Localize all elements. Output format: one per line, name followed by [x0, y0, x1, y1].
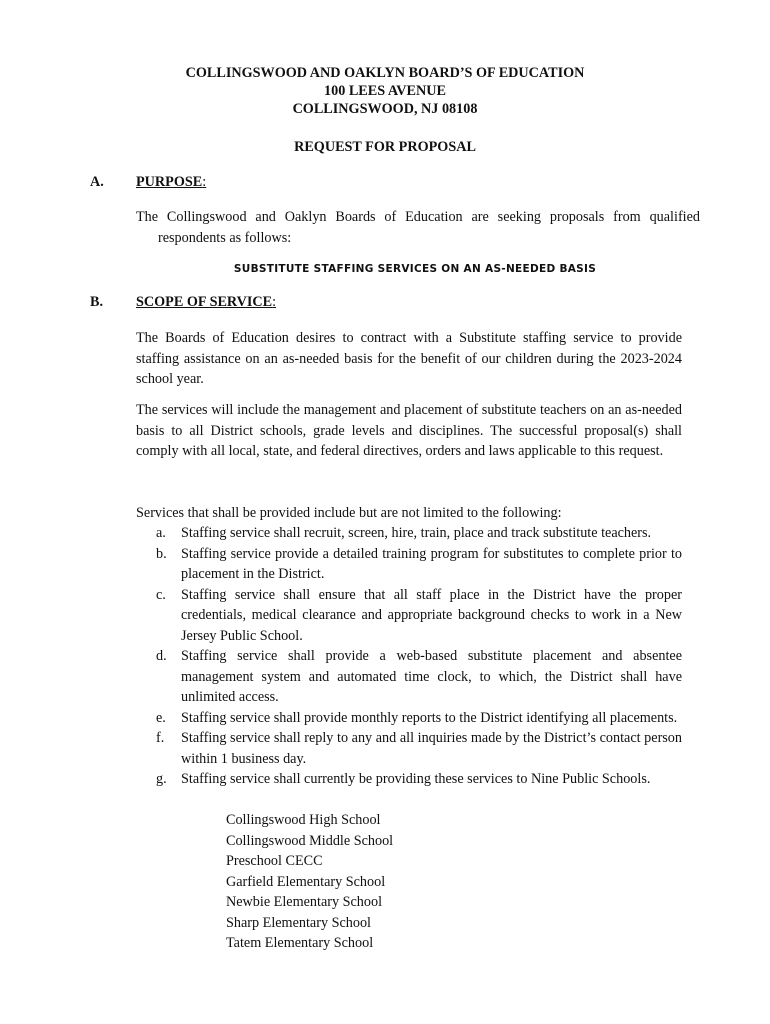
list-item — [150, 728, 682, 769]
list-item — [150, 523, 682, 544]
street-address: 100 LEES AVENUE — [324, 83, 446, 99]
services-intro: Services that shall be provided include but are not limited to the following: — [136, 505, 562, 521]
list-item-text: Staffing service shall provide a web-based substitute placement and absentee management system and automated time clock, to which, the District shall have unlimited access. — [181, 648, 682, 705]
list-marker: c. — [156, 586, 166, 603]
section-b-colon: : — [272, 294, 277, 310]
list-marker: a. — [156, 525, 166, 541]
schools-list — [226, 810, 393, 954]
list-marker: g. — [156, 771, 167, 787]
list-marker: f. — [156, 730, 165, 746]
school-name: Sharp Elementary School — [226, 914, 371, 931]
city-state-zip: COLLINGSWOOD, NJ 08108 — [292, 101, 478, 117]
school-name: Preschool CECC — [226, 853, 323, 869]
list-item-text: Staffing service shall provide monthly reports to the District identifying all placements. — [181, 709, 678, 726]
section-b-heading — [136, 292, 276, 313]
section-a-heading — [136, 172, 206, 193]
list-item — [150, 544, 682, 585]
list-item-text: Staffing service provide a detailed training program for substitutes to complete prior to placement in the District. — [181, 545, 682, 582]
list-item-text: Staffing service shall currently be providing these services to Nine Public Schools. — [181, 771, 651, 787]
list-marker: e. — [156, 709, 166, 726]
document-title: REQUEST FOR PROPOSAL — [294, 139, 476, 155]
school-name: Collingswood Middle School — [226, 832, 394, 849]
list-marker: b. — [156, 545, 167, 562]
section-a-letter: A. — [90, 174, 104, 190]
section-a-colon: : — [202, 174, 207, 190]
list-item-text: Staffing service shall ensure that all staff place in the District have the proper credentials, medical clearance and appropriate background checks to work in a New Jersey Public School. — [181, 586, 682, 644]
service-highlight: SUBSTITUTE STAFFING SERVICES ON AN AS-NEEDED BASIS — [233, 263, 597, 275]
section-b-title: SCOPE OF SERVICE — [136, 294, 273, 310]
school-name: Collingswood High School — [226, 812, 381, 828]
list-item — [150, 769, 682, 790]
list-item — [150, 646, 682, 708]
school-name: Newbie Elementary School — [226, 894, 383, 910]
list-item-text: Staffing service shall recruit, screen, hire, train, place and track substitute teachers. — [181, 525, 652, 541]
list-item — [150, 585, 682, 647]
scope-paragraph-2: The services will include the management and placement of substitute teachers on an as-needed basis to all District schools, grade levels and disciplines. The successful proposal(s) shall comply with all local, state, and federal directives, orders and laws applicable to this request. — [136, 402, 682, 459]
list-item — [150, 708, 682, 729]
list-marker: d. — [156, 648, 167, 664]
purpose-paragraph: The Collingswood and Oaklyn Boards of Education are seeking proposals from qualified respondents as follows: — [136, 209, 700, 246]
scope-paragraph-1: The Boards of Education desires to contract with a Substitute staffing service to provide staffing assistance on an as-needed basis for the benefit of our children during the 2023-2024 school year. — [136, 330, 682, 387]
school-name: Tatem Elementary School — [226, 935, 374, 951]
list-item-text: Staffing service shall reply to any and all inquiries made by the District’s contact person within 1 business day. — [181, 730, 682, 767]
school-name: Garfield Elementary School — [226, 873, 386, 890]
organization-name: COLLINGSWOOD AND OAKLYN BOARD’S OF EDUCATION — [185, 65, 585, 81]
section-b-letter: B. — [90, 294, 104, 310]
section-a-title: PURPOSE — [136, 174, 203, 190]
services-list — [150, 523, 682, 790]
letterhead — [0, 64, 770, 118]
